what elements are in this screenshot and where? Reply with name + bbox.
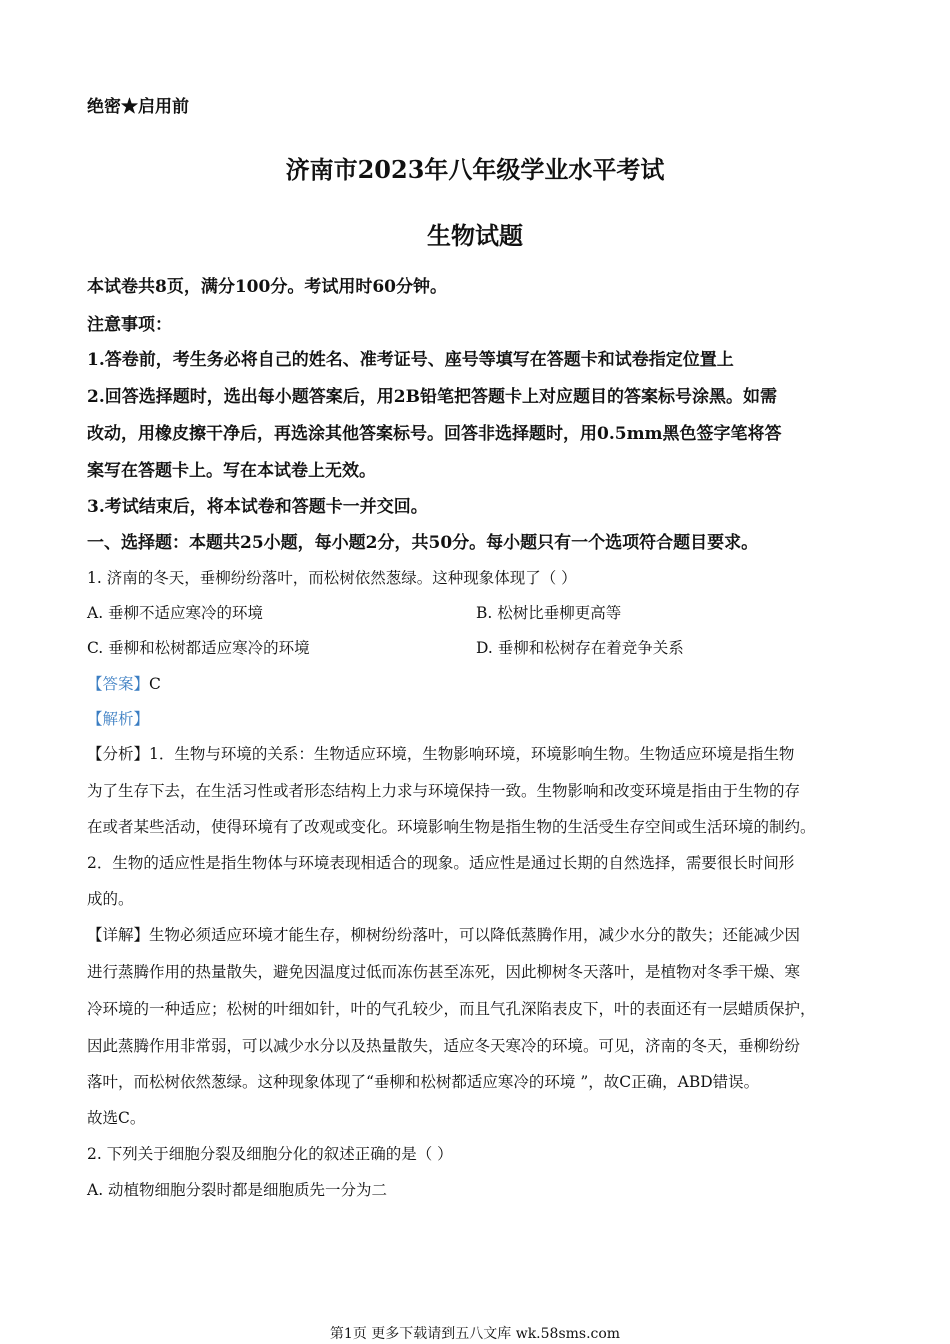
question-1-option-b: B. 松树比垂柳更高等 — [476, 604, 622, 622]
question-1-analysis-tag — [87, 707, 149, 729]
question-2-option-a: A. 动植物细胞分裂时都是细胞质先一分为二 — [87, 1181, 388, 1199]
question-1-xiangjie-line-1 — [87, 923, 800, 945]
question-1-answer — [87, 672, 161, 694]
page-footer: 第1页 更多下载请到五八文库 wk.58sms.com — [329, 1326, 621, 1342]
notice-item-2-line-2: 改动，用橡皮擦干净后，再选涂其他答案标号。回答非选择题时，用0.5mm黑色签字笔将答 — [87, 424, 782, 444]
question-1-fenxi-line-4: 2．生物的适应性是指生物体与环境表现相适合的现象。适应性是通过长期的自然选择，需要很长时间形 — [87, 854, 795, 872]
analysis-tag: 【解析】 — [87, 710, 150, 728]
question-2-stem: 2. 下列关于细胞分裂及细胞分化的叙述正确的是（ ） — [87, 1145, 453, 1163]
exam-overview: 本试卷共8页，满分100分。考试用时60分钟。 — [87, 277, 447, 297]
notice-item-1: 1.答卷前，考生务必将自己的姓名、准考证号、座号等填写在答题卡和试卷指定位置上 — [87, 350, 734, 370]
fenxi-text-1: 1．生物与环境的关系：生物适应环境，生物影响环境，环境影响生物。生物适应环境是指生物 — [149, 745, 795, 763]
xiangjie-tag: 【详解】 — [87, 926, 150, 944]
answer-value: C — [149, 675, 161, 693]
classification-label: 绝密★启用前 — [87, 97, 189, 117]
question-1-stem: 1. 济南的冬天，垂柳纷纷落叶，而松树依然葱绿。这种现象体现了（ ） — [87, 569, 577, 587]
question-1-xiangjie-line-3: 冷环境的一种适应；松树的叶细如针，叶的气孔较少，而且气孔深陷表皮下，叶的表面还有一层蜡质保护， — [87, 1000, 816, 1018]
exam-subtitle: 生物试题 — [427, 221, 523, 250]
question-1-fenxi-line-5: 成的。 — [87, 890, 134, 908]
question-1-xiangjie-line-2: 进行蒸腾作用的热量散失，避免因温度过低而冻伤甚至冻死，因此柳树冬天落叶，是植物对冬季干燥、寒 — [87, 963, 801, 981]
question-1-fenxi-line-1 — [87, 742, 794, 764]
question-1-fenxi-line-3: 在或者某些活动，使得环境有了改观或变化。环境影响生物是指生物的生活受生存空间或生活环境的制约。 — [87, 818, 816, 836]
question-1-option-c: C. 垂柳和松树都适应寒冷的环境 — [87, 639, 310, 657]
notice-item-2-line-3: 案写在答题卡上。写在本试卷上无效。 — [87, 461, 376, 481]
question-1-conclusion: 故选C。 — [87, 1109, 146, 1127]
section-1-heading: 一、选择题：本题共25小题，每小题2分，共50分。每小题只有一个选项符合题目要求。 — [87, 533, 759, 553]
notice-heading: 注意事项： — [87, 315, 172, 335]
notice-item-2-line-1: 2.回答选择题时，选出每小题答案后，用2B铅笔把答题卡上对应题目的答案标号涂黑。如需 — [87, 387, 777, 407]
question-1-option-a: A. 垂柳不适应寒冷的环境 — [87, 604, 264, 622]
notice-item-3: 3.考试结束后，将本试卷和答题卡一并交回。 — [87, 497, 428, 517]
xiangjie-text-1: 生物必须适应环境才能生存，柳树纷纷落叶，可以降低蒸腾作用，减少水分的散失；还能减少因 — [149, 926, 801, 944]
fenxi-tag: 【分析】 — [87, 745, 150, 763]
answer-tag: 【答案】 — [87, 675, 150, 693]
question-1-fenxi-line-2: 为了生存下去，在生活习性或者形态结构上力求与环境保持一致。生物影响和改变环境是指由于生物的存 — [87, 782, 801, 800]
question-1-xiangjie-line-5: 落叶，而松树依然葱绿。这种现象体现了“垂柳和松树都适应寒冷的环境 ”，故C正确，ABD错误。 — [87, 1073, 760, 1091]
question-1-xiangjie-line-4: 因此蒸腾作用非常弱，可以减少水分以及热量散失，适应冬天寒冷的环境。可见，济南的冬天，垂柳纷纷 — [87, 1037, 801, 1055]
exam-title: 济南市2023年八年级学业水平考试 — [285, 155, 665, 184]
question-1-option-d: D. 垂柳和松树存在着竞争关系 — [476, 639, 684, 657]
